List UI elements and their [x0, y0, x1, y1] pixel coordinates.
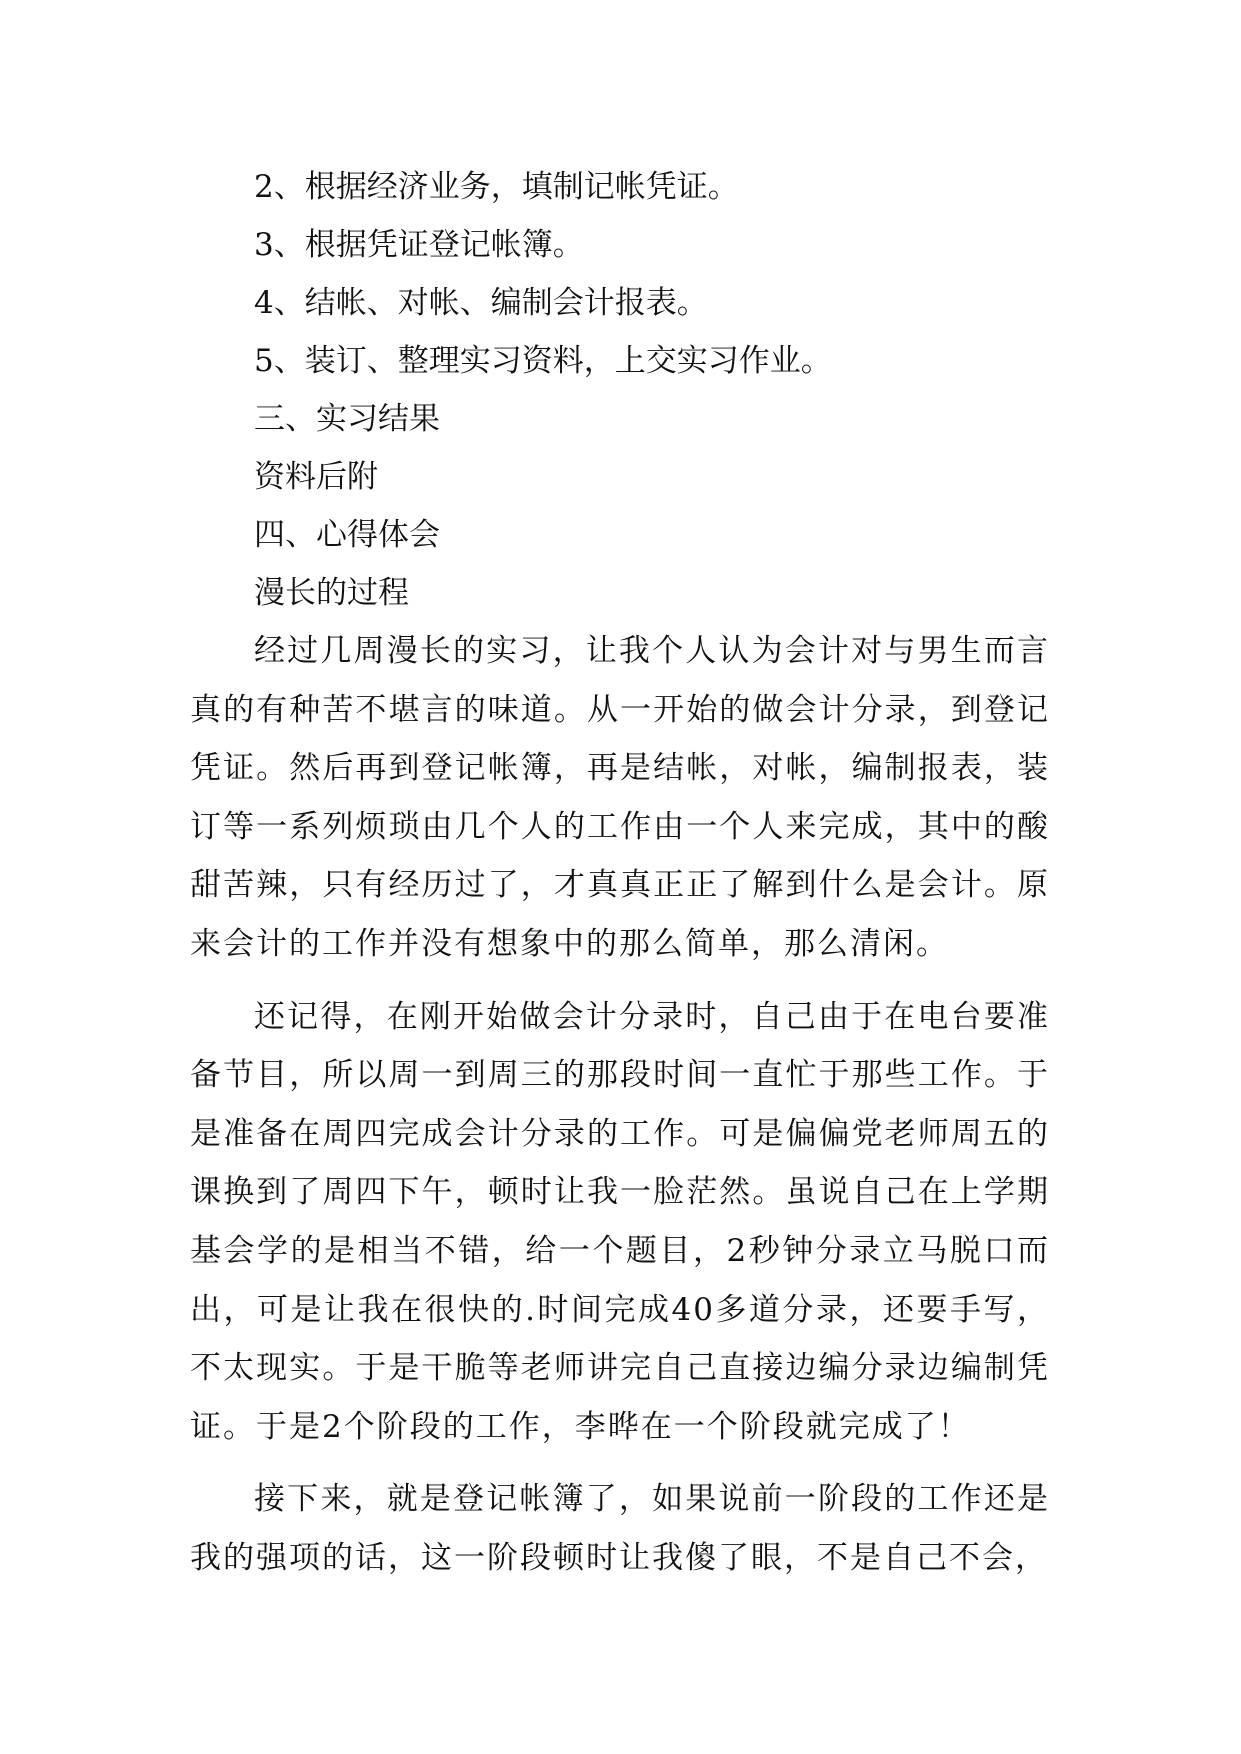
paragraph: 经过几周漫长的实习，让我个人认为会计对与男生而言真的有种苦不堪言的味道。从一开始的做会计分录，到登记凭证。然后再到登记帐簿，再是结帐，对帐，编制报表，装订等一系列烦琐由几个人的工作由一个人来完成，其中的酸甜苦辣，只有经历过了，才真真正正了解到什么是会计。原来会计的工作并没有想象中的那么简单，那么清闲。 [190, 633, 1050, 962]
section-heading: 三、实习结果 [254, 401, 440, 437]
document-body [190, 158, 1050, 1602]
list-item: 4、结帐、对帐、编制会计报表。 [254, 285, 708, 321]
list-item: 3、根据凭证登记帐簿。 [254, 227, 584, 263]
paragraph: 接下来，就是登记帐簿了，如果说前一阶段的工作还是我的强项的话，这一阶段顿时让我傻了眼，不是自己不会， [190, 1481, 1050, 1576]
list-item: 资料后附 [254, 459, 378, 495]
subsection-title: 漫长的过程 [254, 575, 409, 611]
list-item: 5、装订、整理实习资料，上交实习作业。 [254, 343, 832, 379]
paragraph: 还记得，在刚开始做会计分录时，自己由于在电台要准备节目，所以周一到周三的那段时间一直忙于那些工作。于是准备在周四完成会计分录的工作。可是偏偏党老师周五的课换到了周四下午，顿时让我一脸茫然。虽说自己在上学期基会学的是相当不错，给一个题目，2秒钟分录立马脱口而出，可是让我在很快的.时间完成40多道分录，还要手写，不太现实。于是干脆等老师讲完自己直接边编分录边编制凭证。于是2个阶段的工作，李晔在一个阶段就完成了！ [190, 998, 1050, 1445]
list-item: 2、根据经济业务，填制记帐凭证。 [254, 169, 739, 205]
section-heading: 四、心得体会 [254, 517, 440, 553]
